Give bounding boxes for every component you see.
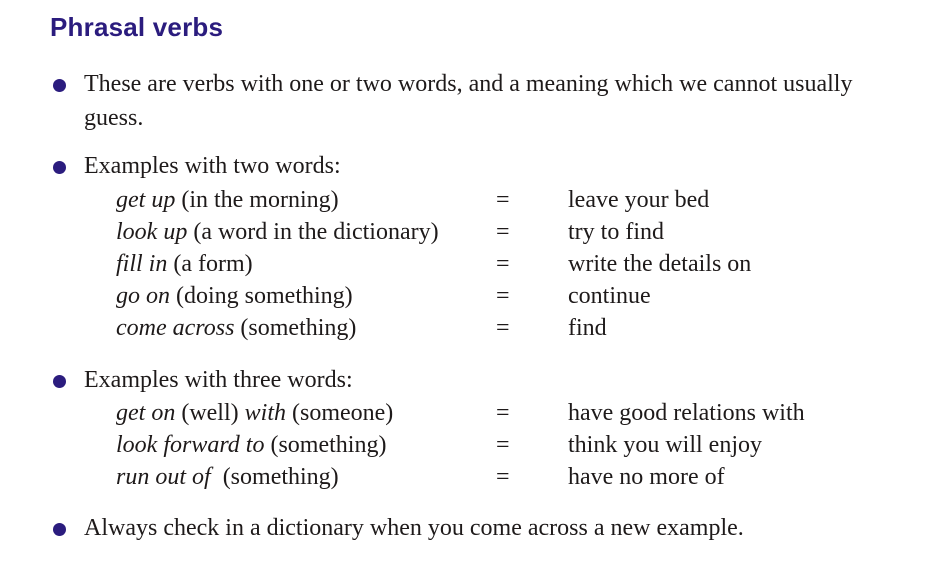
equals-sign: = <box>496 219 510 245</box>
verb-meaning: have good relations with <box>568 400 805 426</box>
intro-line-1: These are verbs with one or two words, and a meaning which we cannot usually <box>84 71 853 97</box>
equals-sign: = <box>496 187 510 213</box>
bullet-point-two-words <box>53 161 66 174</box>
verb-meaning: try to find <box>568 219 664 245</box>
equals-sign: = <box>496 315 510 341</box>
equals-sign: = <box>496 251 510 277</box>
verb-meaning: have no more of <box>568 464 725 490</box>
phrasal-verb: come across <box>116 315 235 341</box>
page-title: Phrasal verbs <box>50 12 224 42</box>
verb-context: (something) <box>210 464 339 490</box>
verb-context: (something) <box>234 315 357 341</box>
equals-sign: = <box>496 464 510 490</box>
example-phrase <box>116 461 339 493</box>
phrasal-verb: get up <box>116 187 176 213</box>
bullet-point-three-words <box>53 375 66 388</box>
example-phrase <box>116 397 393 429</box>
verb-meaning: write the details on <box>568 251 752 277</box>
example-phrase <box>116 312 356 344</box>
bullet-point-closing <box>53 523 66 536</box>
example-row <box>0 397 951 429</box>
closing-advice: Always check in a dictionary when you come across a new example. <box>84 515 744 541</box>
verb-context: (in the morning) <box>175 187 339 213</box>
phrasal-verb: look forward to <box>116 432 265 458</box>
verb-meaning: leave your bed <box>568 187 710 213</box>
example-row <box>0 312 951 344</box>
phrasal-verb: look up <box>116 219 188 245</box>
equals-sign: = <box>496 400 510 426</box>
verb-context: (someone) <box>285 400 394 426</box>
verb-context: (well) <box>175 400 245 426</box>
example-row <box>0 216 951 248</box>
example-row <box>0 248 951 280</box>
verb-meaning: find <box>568 315 607 341</box>
intro-line-2: guess. <box>84 105 144 131</box>
example-phrase <box>116 280 353 312</box>
phrasal-verb: run out of <box>116 464 211 490</box>
three-words-heading: Examples with three words: <box>84 367 353 393</box>
example-row <box>0 429 951 461</box>
verb-context: (a word in the dictionary) <box>187 219 439 245</box>
two-words-heading: Examples with two words: <box>84 153 341 179</box>
verb-context: (doing something) <box>170 283 353 309</box>
example-phrase <box>116 248 253 280</box>
phrasal-verb: go on <box>116 283 170 309</box>
example-phrase <box>116 184 339 216</box>
bullet-point-intro <box>53 79 66 92</box>
verb-context: (something) <box>264 432 387 458</box>
phrasal-verb-particle: with <box>244 400 286 426</box>
verb-meaning: think you will enjoy <box>568 432 762 458</box>
example-row <box>0 461 951 493</box>
equals-sign: = <box>496 283 510 309</box>
phrasal-verb: fill in <box>116 251 168 277</box>
example-row <box>0 280 951 312</box>
verb-meaning: continue <box>568 283 651 309</box>
verb-context: (a form) <box>167 251 253 277</box>
phrasal-verb: get on <box>116 400 176 426</box>
example-row <box>0 184 951 216</box>
equals-sign: = <box>496 432 510 458</box>
example-phrase <box>116 429 386 461</box>
example-phrase <box>116 216 439 248</box>
